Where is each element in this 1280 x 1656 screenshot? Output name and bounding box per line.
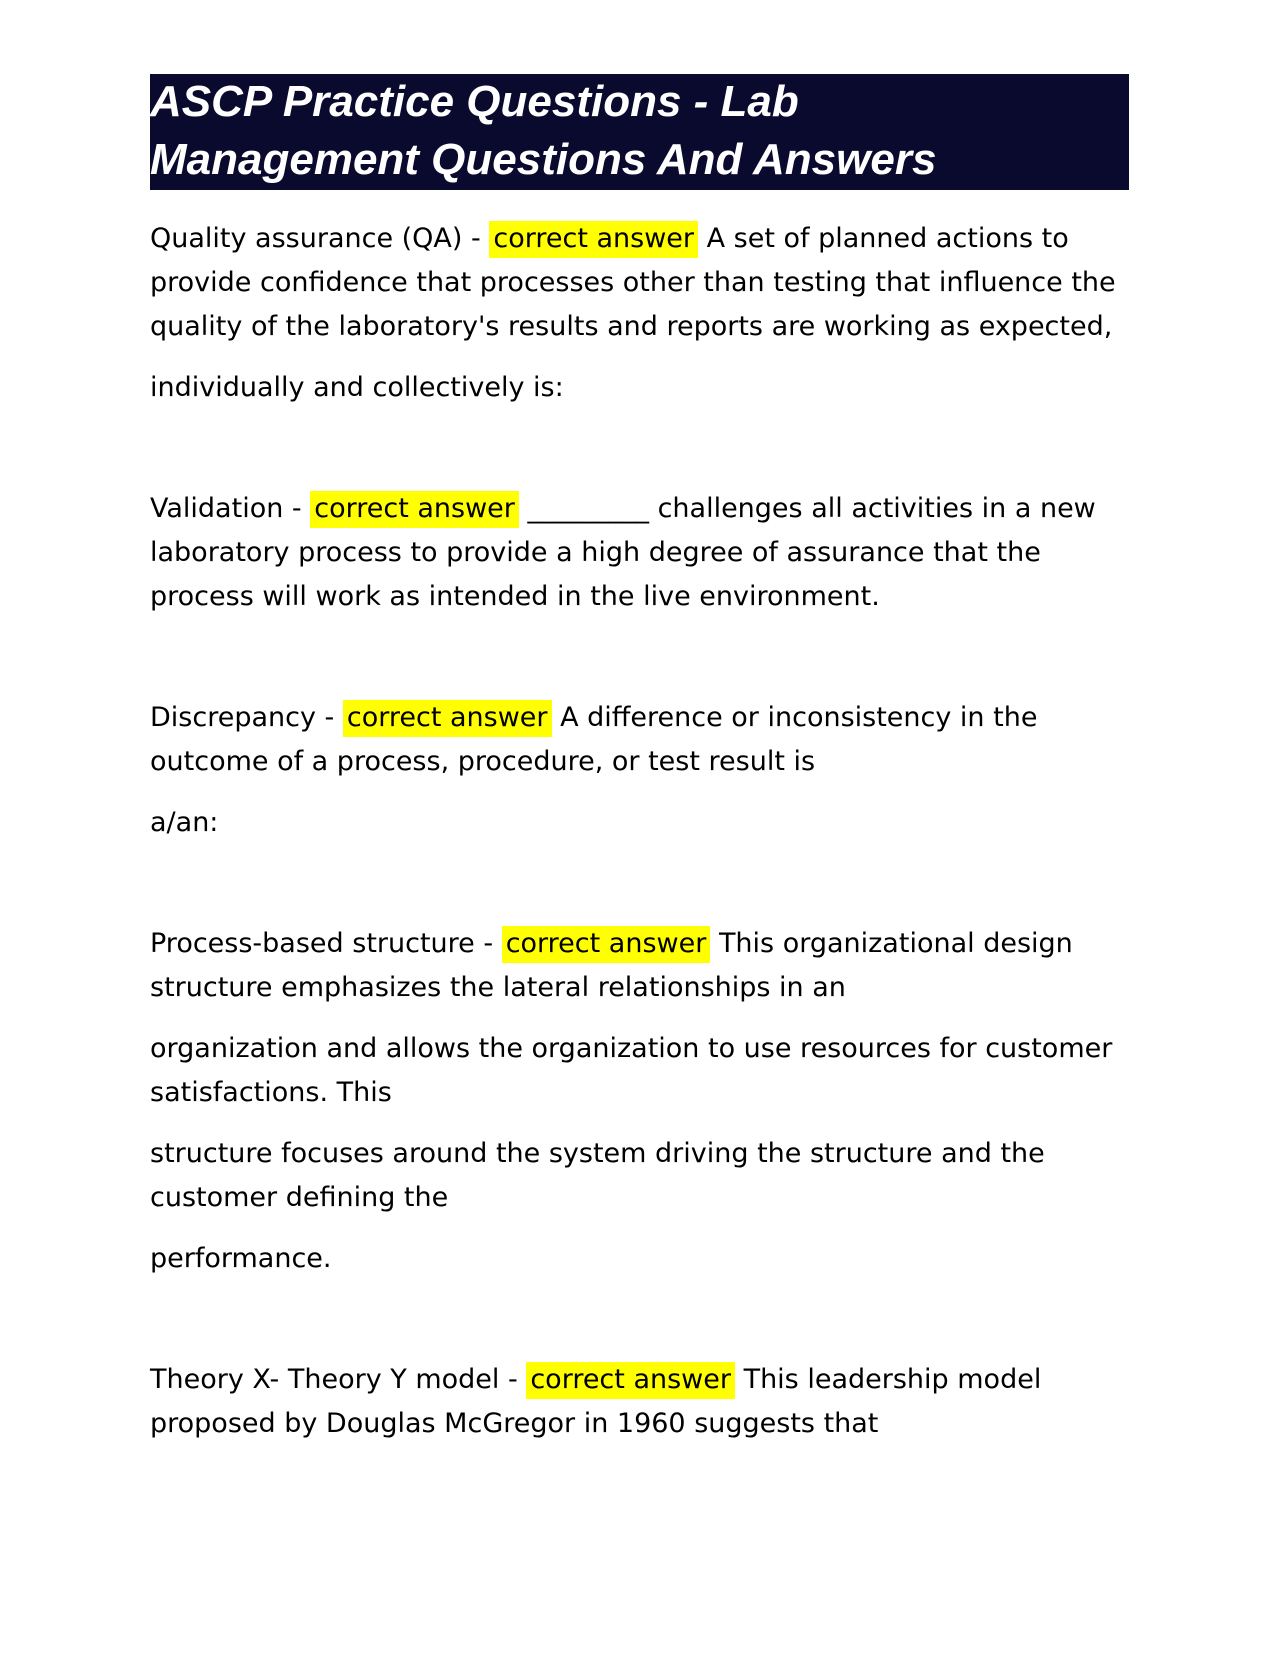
discrepancy-term: Discrepancy -: [150, 702, 343, 733]
theory-xy-answer-line-2: proposed by Douglas McGregor in 1960 suggests that: [150, 1408, 879, 1439]
process-structure-term: Process-based structure -: [150, 928, 502, 959]
theory-xy-question-line-1: [150, 1366, 1041, 1393]
document-title-line-2: Management Questions And Answers: [150, 135, 937, 184]
process-structure-answer-line-7: performance.: [150, 1243, 332, 1274]
process-structure-answer-line-3: organization and allows the organization to use resources for customer: [150, 1033, 1113, 1064]
correct-answer-highlight: correct answer: [343, 700, 552, 737]
qa-question-line-1: [150, 225, 1069, 252]
discrepancy-question-line-1: [150, 704, 1037, 731]
process-structure-answer-line-5: structure focuses around the system driving the structure and the: [150, 1138, 1045, 1169]
theory-xy-answer-lead: This leadership model: [743, 1364, 1042, 1395]
process-structure-answer-line-6: customer defining the: [150, 1182, 449, 1213]
qa-answer-line-3: quality of the laboratory's results and reports are working as expected,: [150, 311, 1113, 342]
validation-question-line-1: [150, 495, 1096, 522]
correct-answer-highlight: correct answer: [310, 491, 519, 528]
process-structure-question-line-1: [150, 930, 1073, 957]
process-structure-answer-line-2: structure emphasizes the lateral relationships in an: [150, 972, 846, 1003]
correct-answer-highlight: correct answer: [489, 221, 698, 258]
discrepancy-answer-line-3: a/an:: [150, 807, 219, 838]
process-structure-answer-lead: This organizational design: [718, 928, 1073, 959]
qa-answer-line-4: individually and collectively is:: [150, 372, 564, 403]
discrepancy-answer-line-2: outcome of a process, procedure, or test result is: [150, 746, 816, 777]
qa-answer-line-2: provide confidence that processes other than testing that influence the: [150, 267, 1116, 298]
validation-term: Validation -: [150, 493, 311, 524]
correct-answer-highlight: correct answer: [526, 1362, 735, 1399]
qa-answer-lead: A set of planned actions to: [706, 223, 1069, 254]
discrepancy-answer-lead: A difference or inconsistency in the: [560, 702, 1038, 733]
validation-answer-line-2: laboratory process to provide a high degree of assurance that the: [150, 537, 1041, 568]
document-title-line-1: ASCP Practice Questions - Lab: [150, 77, 799, 126]
qa-term: Quality assurance (QA) -: [150, 223, 490, 254]
theory-xy-term: Theory X- Theory Y model -: [150, 1364, 527, 1395]
validation-answer-line-3: process will work as intended in the live environment.: [150, 581, 880, 612]
correct-answer-highlight: correct answer: [502, 926, 711, 963]
validation-answer-lead: _________ challenges all activities in a new: [527, 493, 1096, 524]
process-structure-answer-line-4: satisfactions. This: [150, 1077, 392, 1108]
